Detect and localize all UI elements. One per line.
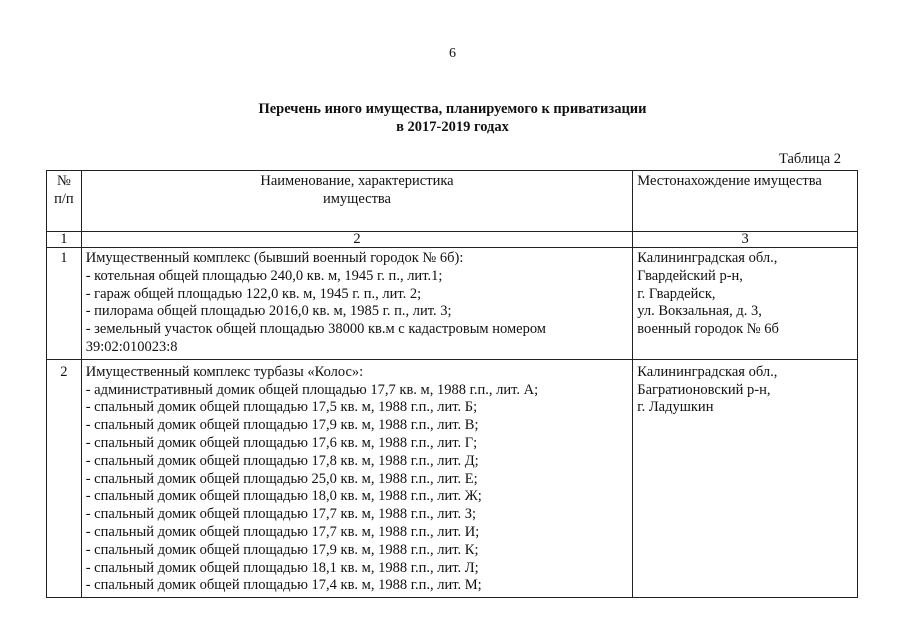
table-row — [47, 359, 858, 597]
table-header-row — [47, 171, 858, 232]
name-line: 39:02:010023:8 — [85, 338, 178, 355]
name-line: - спальный домик общей площадью 18,1 кв. м, 1988 г.п., лит. Л; — [85, 559, 479, 576]
name-line: - спальный домик общей площадью 17,9 кв. м, 1988 г.п., лит. В; — [85, 417, 479, 434]
location-line: Калининградская обл., — [637, 363, 778, 380]
name-line: - котельная общей площадью 240,0 кв. м, 1945 г. п., лит.1; — [85, 267, 443, 284]
location-line: военный городок № 6б — [637, 321, 779, 338]
header-location: Местонахождение имущества — [633, 171, 858, 232]
row-name — [81, 359, 633, 597]
name-line: - спальный домик общей площадью 25,0 кв. м, 1988 г.п., лит. Е; — [85, 470, 478, 487]
location-line: Багратионовский р-н, — [637, 381, 771, 398]
title-line-2: в 2017-2019 годах — [396, 119, 509, 135]
property-table — [46, 170, 858, 598]
name-line: - спальный домик общей площадью 17,7 кв. м, 1988 г.п., лит. И; — [85, 523, 480, 540]
header-number-line-2: п/п — [54, 190, 74, 207]
row-number: 1 — [47, 248, 82, 360]
header-number — [47, 171, 82, 232]
name-line: Имущественный комплекс турбазы «Колос»: — [85, 363, 364, 380]
row-location — [633, 359, 858, 597]
name-line: - спальный домик общей площадью 17,5 кв. м, 1988 г.п., лит. Б; — [85, 399, 478, 416]
name-line: - земельный участок общей площадью 38000 кв.м с кадастровым номером — [85, 321, 546, 338]
column-index-2: 2 — [81, 232, 633, 248]
column-index-1: 1 — [47, 232, 82, 248]
document-title — [0, 100, 905, 136]
header-number-line-1: № — [56, 173, 71, 189]
name-line: - спальный домик общей площадью 17,8 кв. м, 1988 г.п., лит. Д; — [85, 452, 479, 469]
row-number: 2 — [47, 359, 82, 597]
location-line: г. Гвардейск, — [637, 285, 716, 302]
name-line: - спальный домик общей площадью 17,7 кв. м, 1988 г.п., лит. З; — [85, 506, 477, 523]
table-label: Таблица 2 — [778, 151, 841, 167]
title-line-1: Перечень иного имущества, планируемого к приватизации — [258, 101, 647, 117]
name-line: - спальный домик общей площадью 18,0 кв. м, 1988 г.п., лит. Ж; — [85, 488, 482, 505]
name-line: - спальный домик общей площадью 17,9 кв. м, 1988 г.п., лит. К; — [85, 541, 479, 558]
header-name-line-1: Наименование, характеристика — [260, 173, 454, 189]
name-line: - пилорама общей площадью 2016,0 кв. м, 1985 г. п., лит. 3; — [85, 303, 452, 320]
location-line: Калининградская обл., — [637, 250, 778, 266]
name-line: - спальный домик общей площадью 17,6 кв. м, 1988 г.п., лит. Г; — [85, 434, 478, 451]
location-line: Гвардейский р-н, — [637, 267, 743, 284]
row-name — [81, 248, 633, 360]
name-line: Имущественный комплекс (бывший военный городок № 6б): — [85, 250, 464, 266]
header-name — [81, 171, 633, 232]
name-line: - административный домик общей площадью 17,7 кв. м, 1988 г.п., лит. А; — [85, 381, 539, 398]
location-line: г. Ладушкин — [637, 399, 714, 416]
name-line: - гараж общей площадью 122,0 кв. м, 1945 г. п., лит. 2; — [85, 285, 422, 302]
row-location — [633, 248, 858, 360]
location-line: ул. Вокзальная, д. 3, — [637, 303, 762, 320]
table-row — [47, 248, 858, 360]
header-name-line-2: имущества — [322, 190, 391, 207]
column-index-row — [47, 232, 858, 248]
page-number: 6 — [449, 46, 456, 61]
name-line: - спальный домик общей площадью 17,4 кв. м, 1988 г.п., лит. М; — [85, 577, 482, 594]
column-index-3: 3 — [633, 232, 858, 248]
